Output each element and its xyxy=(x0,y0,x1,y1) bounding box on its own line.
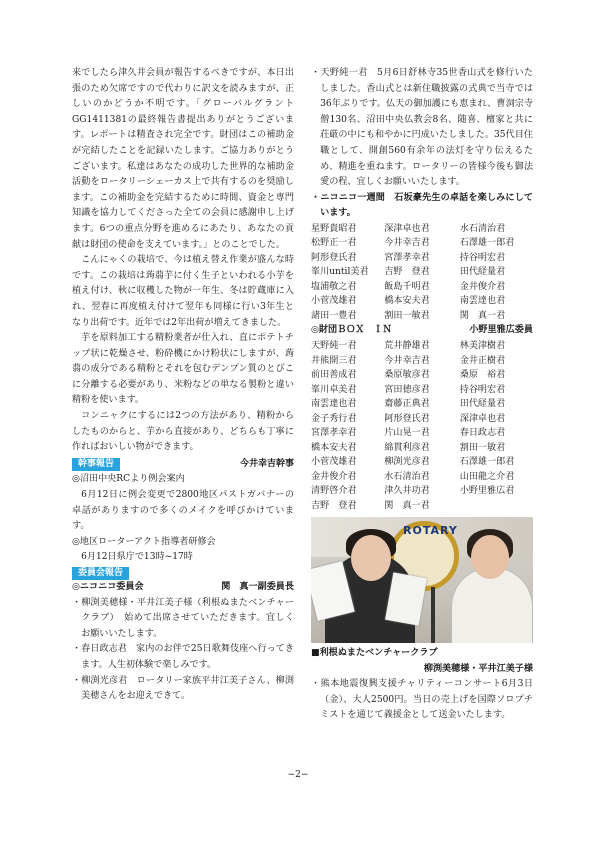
charity-concert-bullet: ・熊本地震復興支援チャリティーコンサート6月3日（金）、大人2500円。当日の売上げを国際ソロプチミストを通じて義援金として送金いたします。 xyxy=(311,679,533,721)
nikoniko-bullet: ・春日政志君 家内のお伴で25日歌舞伎座へ行ってきます。人生初体験で楽しみです。 xyxy=(72,644,294,670)
committee-report-header xyxy=(72,567,294,580)
konnyaku-paragraph: コンニャクにするには2つの方法があり、精粉からしたものからと、芋から直接があり、どちらも丁寧に作ればおいしい物ができます。 xyxy=(72,411,294,453)
konnyaku-paragraph: こんにゃくの栽培で、今は植え替え作業が盛んな時です。この栽培は蒟蒻芋に付く生子といわれる小芋を植え付け、秋に収穫した物が一年生、冬は貯蔵庫に入れ、翌春に再度植え付けて翌年も同様に行い3年生となり出荷です。近年では2年出荷が増えてきました。 xyxy=(72,255,294,328)
secretary-item-body: 6月12日県庁で13時~17時 xyxy=(81,552,193,563)
name-cell: 諸田一豊君 xyxy=(311,310,357,321)
name-cell: 宮澤孝幸君 xyxy=(384,252,430,263)
name-cell: 田代経量君 xyxy=(459,267,506,278)
table-row xyxy=(311,499,533,514)
name-cell: 吉野 登君 xyxy=(311,500,357,511)
committee-reporter: 関 真一副委員長 xyxy=(221,582,294,592)
name-cell: 林美津樹君 xyxy=(459,341,506,352)
name-cell xyxy=(460,499,533,514)
foundation-box-reporter: 小野里雅広委員 xyxy=(469,325,533,336)
name-cell: 荒井静雄君 xyxy=(384,341,430,352)
name-cell: 水石清治君 xyxy=(384,471,430,482)
report-paragraph: 来でしたら津久井会員が報告するべきですが、本日出張のため欠席ですので代わりに訳文を読みますが、正しいのかどうか不明です。「グローバルグラントGG1411381の最終報告書提出ありがとうございます。レポートは精査され完全です。財団はこの補助金が完結したことを記録いたします。ご協力ありがとうございます。私達はあなたの成功した世界的な補助金活動をロータリーシェーカス上で共有するのを奨励します。この補助金を完結するために時間、資金と専門知識を協力してくださった全ての会員に感謝申し上げます。6つの重点分野を進めるにあたり、あなたの貢献は財団の使命を支えています。」とのことでした。 xyxy=(72,68,294,250)
name-cell: 持谷明宏君 xyxy=(459,252,506,263)
name-cell: 天野純一君 xyxy=(311,341,357,352)
name-cell: 綿貫利彦君 xyxy=(384,442,430,453)
name-cell: 関 真一君 xyxy=(459,310,506,321)
photo-caption-title: ■利根ぬまたベンチャークラブ xyxy=(311,648,438,659)
name-cell: 深津卓也君 xyxy=(384,223,430,234)
name-cell: 片山晃一君 xyxy=(384,428,430,439)
speaker-right-face xyxy=(471,535,509,579)
name-cell: 清野啓介君 xyxy=(311,486,357,497)
secretary-report-header xyxy=(72,457,294,473)
table-row xyxy=(311,265,533,280)
microphone-stand xyxy=(431,587,435,643)
table-row xyxy=(311,222,533,237)
name-cell: 割田一敏君 xyxy=(459,442,506,453)
name-cell: 水石清治君 xyxy=(459,223,506,234)
name-cell: 吉野 登君 xyxy=(384,267,430,278)
committee-report-tag: 委員会報告 xyxy=(72,567,129,580)
nikoniko-names-table xyxy=(311,222,533,324)
name-cell: 金子秀行君 xyxy=(311,413,357,424)
name-cell: 金井正樹君 xyxy=(459,355,506,366)
name-cell: 南雲達也君 xyxy=(459,296,506,307)
flyer xyxy=(385,572,427,625)
table-row xyxy=(311,383,533,398)
table-row xyxy=(311,426,533,441)
nikoniko-week-heading: ・ニコニコ一週間 石坂豪先生の卓話を楽しみにしています。 xyxy=(311,192,533,219)
secretary-item-body: 6月12日に例会変更で2800地区パストガバナーの卓話がありますので多くのメイクを呼びかけています。 xyxy=(72,490,294,532)
secretary-reporter: 今井幸吉幹事 xyxy=(239,458,294,469)
rotary-logo-text: ROTARY xyxy=(403,524,458,538)
name-cell: 松野正一君 xyxy=(311,238,357,249)
table-row xyxy=(311,354,533,369)
name-cell: 深津卓也君 xyxy=(459,413,506,424)
table-row xyxy=(311,280,533,295)
nikoniko-bullet: ・柳渕光彦君 ロータリー家族平井江美子さん、柳渕美穂さんをお迎えできて。 xyxy=(72,675,294,702)
left-column xyxy=(72,66,294,705)
name-cell: 割田一敏君 xyxy=(384,310,430,321)
nikoniko-committee-heading xyxy=(72,580,294,596)
name-cell: 桑原 裕君 xyxy=(459,370,506,381)
name-cell: 桑原敏彦君 xyxy=(384,370,430,381)
name-cell: 星野貴昭君 xyxy=(311,223,357,234)
name-cell: 今井幸吉君 xyxy=(384,355,430,366)
photo-caption-names: 柳渕美穂様・平井江美子様 xyxy=(423,663,533,674)
table-row xyxy=(311,339,533,354)
name-cell: 小菅茂雄君 xyxy=(311,457,357,468)
konnyaku-paragraph: 芋を原料加工する精粉業者が仕入れ、直にポテトチップ状に乾燥させ、粉砕機にかけ粉状にしますが、蒟蒻の成分である精粉とそれを包むデンプン質のとびこに分離する必要があり、米粉などの単なる製粉と違い精粉を使います。 xyxy=(72,333,294,406)
speaker-left-face xyxy=(351,535,391,581)
name-cell: 金井俊介君 xyxy=(459,281,506,292)
amano-bullet: ・天野純一君 5月6日舒林寺35世香山式を修行いたしました。香山式とは新住職披露の式典で当寺では36年ぶりです。仏天の御加護にも恵まれ、曹洞宗寺僧130名、沼田中央仏教会8名、随喜、檀家と共に荘厳の中にも和やかに円成いたしました。35代目住職として、開創560有余年の法灯を守り伝えるため、精進を重ねます。ロータリーの皆様今後も御法愛の程、宜しくお願いいたします。 xyxy=(311,68,533,188)
table-row xyxy=(311,294,533,309)
name-cell: 井熊開三君 xyxy=(311,355,357,366)
name-cell: 小野里雅広君 xyxy=(459,486,515,497)
name-cell: 田代経量君 xyxy=(459,399,506,410)
venture-club-photo xyxy=(311,517,533,643)
table-row xyxy=(311,309,533,324)
right-column xyxy=(311,66,533,724)
secretary-item-title: ◎地区ローターアクト指導者研修会 xyxy=(72,536,216,547)
name-cell: 塩浦敬之君 xyxy=(311,281,357,292)
table-row xyxy=(311,368,533,383)
table-row xyxy=(311,412,533,427)
name-cell: 柳渕光彦君 xyxy=(384,457,430,468)
name-cell: 橋本安夫君 xyxy=(311,442,357,453)
committee-name: ◎ニコニコ委員会 xyxy=(72,582,144,592)
name-cell: 春日政志君 xyxy=(459,428,506,439)
name-cell: 津久井功君 xyxy=(384,486,430,497)
name-cell: 小菅茂雄君 xyxy=(311,296,357,307)
table-row xyxy=(311,251,533,266)
name-cell: 宮澤孝幸君 xyxy=(311,428,357,439)
name-cell: 金井俊介君 xyxy=(311,471,357,482)
table-row xyxy=(311,470,533,485)
name-cell: 齋藤正典君 xyxy=(384,399,430,410)
nikoniko-bullet: ・柳渕美穂様・平井江美子様（利根ぬまたベンチャークラブ） 始めて出席させていただきます。宜しくお願いいたします。 xyxy=(72,597,294,639)
table-row xyxy=(311,455,533,470)
name-cell: 飯島千明君 xyxy=(384,281,430,292)
name-cell: 持谷明宏君 xyxy=(459,384,506,395)
secretary-item-title: ◎沼田中央RCより例会案内 xyxy=(72,474,185,485)
name-cell: 前田善成君 xyxy=(311,370,357,381)
table-row xyxy=(311,236,533,251)
name-cell: 石澤雄一郎君 xyxy=(459,457,515,468)
name-cell: 橋本安夫君 xyxy=(384,296,430,307)
name-cell: 峯川卓美君 xyxy=(311,384,357,395)
foundation-box-heading xyxy=(311,323,533,339)
name-cell: 今井幸吉君 xyxy=(384,238,430,249)
secretary-report-tag: 幹事報告 xyxy=(72,458,120,471)
name-cell: 石澤雄一郎君 xyxy=(459,238,515,249)
foundation-names-table xyxy=(311,339,533,513)
name-cell: 宮田徳彦君 xyxy=(384,384,430,395)
name-cell: 山田龍之介君 xyxy=(459,471,515,482)
name-cell: 峯川until美君 xyxy=(311,267,369,278)
table-row xyxy=(311,397,533,412)
page-number: −2− xyxy=(287,770,309,780)
name-cell: 阿形登氏君 xyxy=(311,252,357,263)
foundation-box-label: ◎財団ＢＯＸ ＩＮ xyxy=(311,325,392,336)
table-row xyxy=(311,484,533,499)
table-row xyxy=(311,441,533,456)
name-cell: 関 真一君 xyxy=(384,500,430,511)
name-cell: 南雲達也君 xyxy=(311,399,357,410)
name-cell: 阿形登氏君 xyxy=(384,413,430,424)
